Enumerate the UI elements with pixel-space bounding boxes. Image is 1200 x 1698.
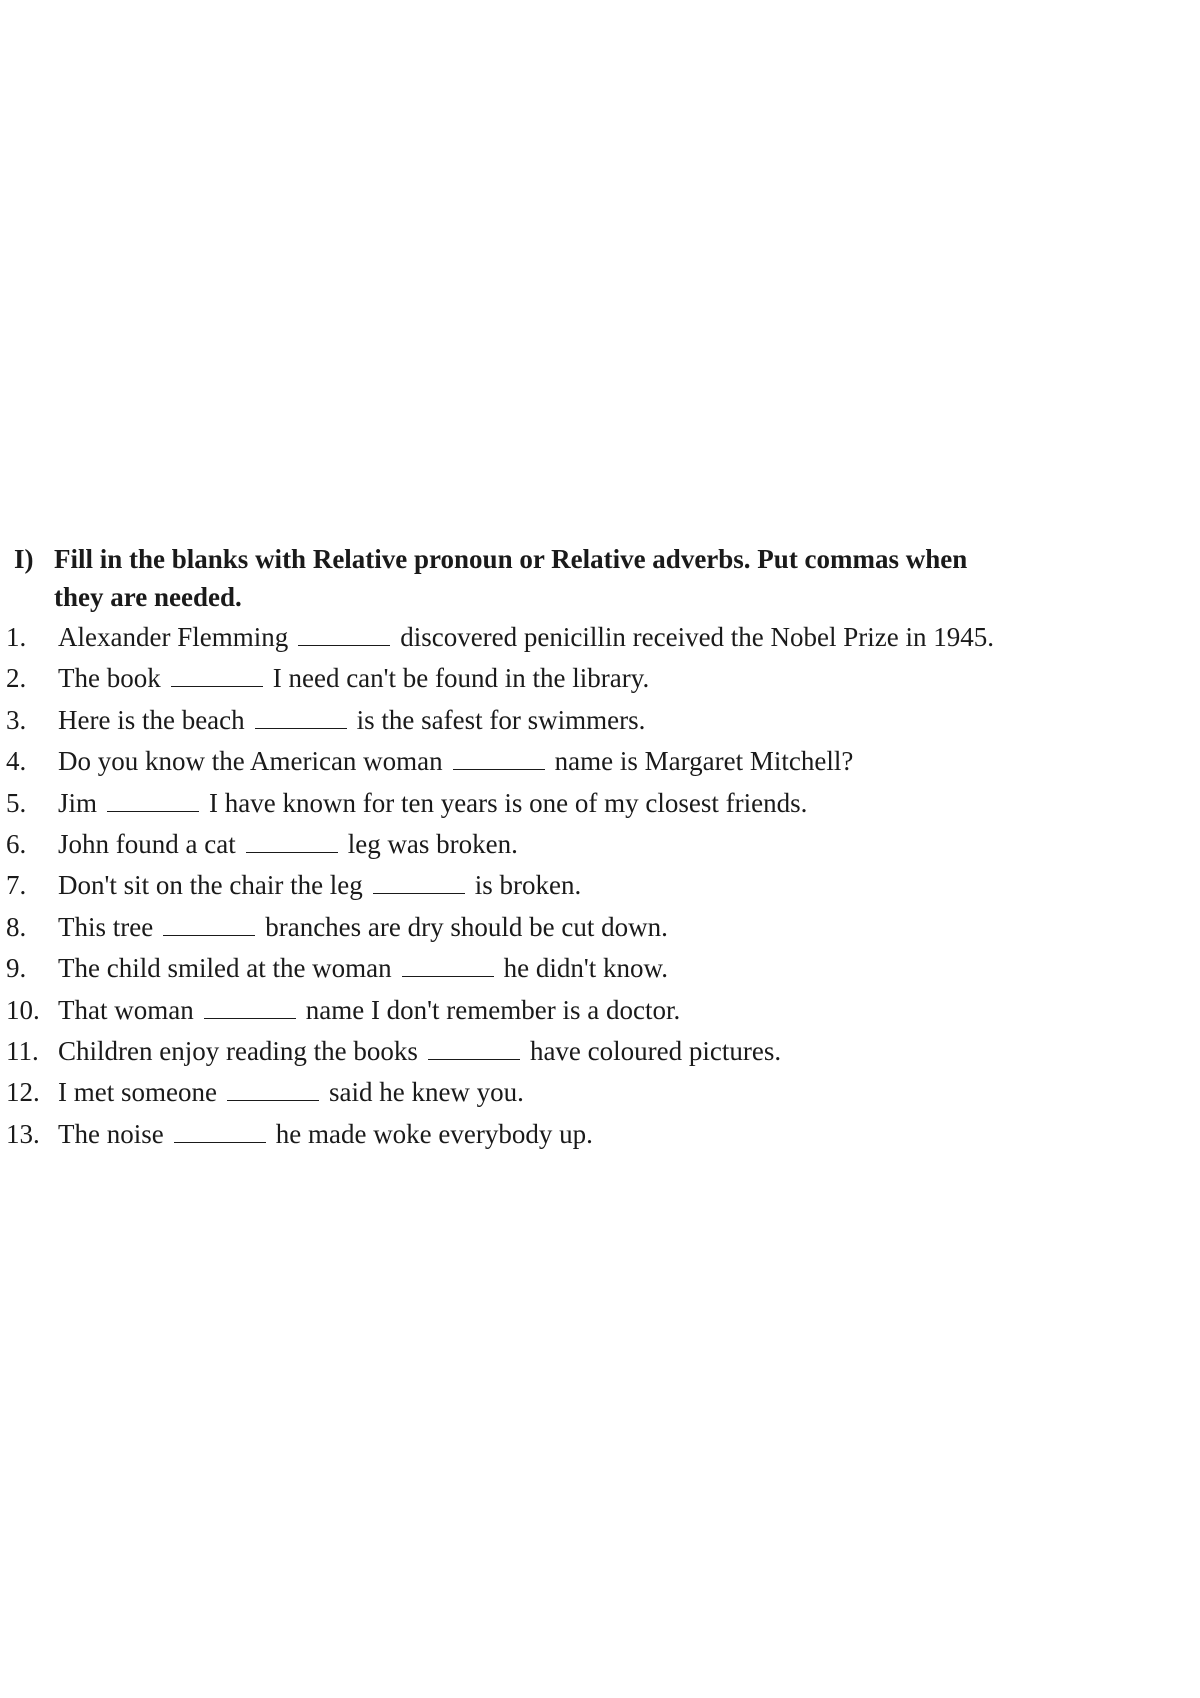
exercise-item — [6, 948, 1186, 989]
item-number: 7. — [6, 870, 27, 901]
item-text-after: have coloured pictures. — [529, 1035, 782, 1066]
item-text-after: is the safest for swimmers. — [356, 704, 646, 735]
item-number: 12. — [6, 1077, 40, 1108]
item-text-after: he didn't know. — [503, 953, 669, 984]
item-text-before: Alexander Flemming — [58, 622, 289, 652]
answer-blank[interactable] — [174, 1124, 266, 1143]
exercise-item — [6, 1031, 1186, 1072]
item-number: 3. — [6, 704, 27, 735]
item-text-after: discovered penicillin received the Nobel Prize in 1945. — [400, 622, 995, 652]
item-text-after: name is Margaret Mitchell? — [554, 746, 854, 777]
item-text-before: The noise — [58, 1118, 164, 1149]
exercise-items-list — [6, 617, 1186, 1155]
item-text-before: That woman — [58, 994, 194, 1025]
answer-blank[interactable] — [227, 1082, 319, 1101]
item-number: 8. — [6, 911, 27, 942]
answer-blank[interactable] — [373, 875, 465, 894]
item-text-after: he made woke everybody up. — [275, 1118, 593, 1149]
item-text-after: I have known for ten years is one of my closest friends. — [209, 787, 808, 818]
item-number: 11. — [6, 1035, 39, 1066]
item-text-before: The book — [58, 663, 161, 694]
exercise-item — [6, 658, 1186, 699]
instruction-line-2: they are needed. — [54, 582, 242, 612]
item-text-before: I met someone — [58, 1077, 217, 1108]
item-number: 6. — [6, 828, 27, 859]
answer-blank[interactable] — [255, 710, 347, 729]
item-text-before: Here is the beach — [58, 704, 245, 735]
item-number: 10. — [6, 994, 40, 1025]
item-text-after: I need can't be found in the library. — [272, 663, 650, 694]
item-text-before: Don't sit on the chair the leg — [58, 870, 363, 901]
item-text-before: John found a cat — [58, 828, 236, 859]
item-number: 4. — [6, 746, 27, 777]
item-text-after: said he knew you. — [328, 1077, 524, 1108]
exercise-item — [6, 990, 1186, 1031]
exercise-item — [6, 824, 1186, 865]
exercise-number: I) — [14, 544, 34, 574]
item-text-before: Children enjoy reading the books — [58, 1035, 418, 1066]
answer-blank[interactable] — [171, 668, 263, 687]
item-text-after: is broken. — [474, 870, 582, 901]
exercise-item — [6, 1072, 1186, 1113]
exercise-item — [6, 700, 1186, 741]
instruction-line-1: Fill in the blanks with Relative pronoun or Relative adverbs. Put commas when — [54, 544, 968, 574]
item-text-after: leg was broken. — [347, 828, 518, 859]
answer-blank[interactable] — [246, 834, 338, 853]
exercise-item — [6, 1114, 1186, 1155]
answer-blank[interactable] — [204, 1000, 296, 1019]
item-number: 9. — [6, 953, 27, 984]
exercise-item — [6, 783, 1186, 824]
item-number: 2. — [6, 663, 27, 694]
item-text-before: Do you know the American woman — [58, 746, 443, 777]
exercise-item — [6, 741, 1186, 782]
item-text-before: This tree — [58, 911, 154, 942]
exercise-item — [6, 865, 1186, 906]
item-text-before: Jim — [58, 787, 98, 818]
item-text-after: name I don't remember is a doctor. — [305, 994, 681, 1025]
exercise-item — [6, 617, 1186, 658]
answer-blank[interactable] — [402, 958, 494, 977]
answer-blank[interactable] — [107, 793, 199, 812]
answer-blank[interactable] — [298, 627, 390, 646]
item-number: 13. — [6, 1118, 40, 1149]
item-number: 1. — [6, 622, 27, 652]
exercise-heading — [14, 540, 1174, 616]
answer-blank[interactable] — [163, 917, 255, 936]
item-text-after: branches are dry should be cut down. — [265, 911, 668, 942]
answer-blank[interactable] — [453, 751, 545, 770]
item-text-before: The child smiled at the woman — [58, 953, 392, 984]
item-number: 5. — [6, 787, 27, 818]
exercise-item — [6, 907, 1186, 948]
answer-blank[interactable] — [428, 1041, 520, 1060]
